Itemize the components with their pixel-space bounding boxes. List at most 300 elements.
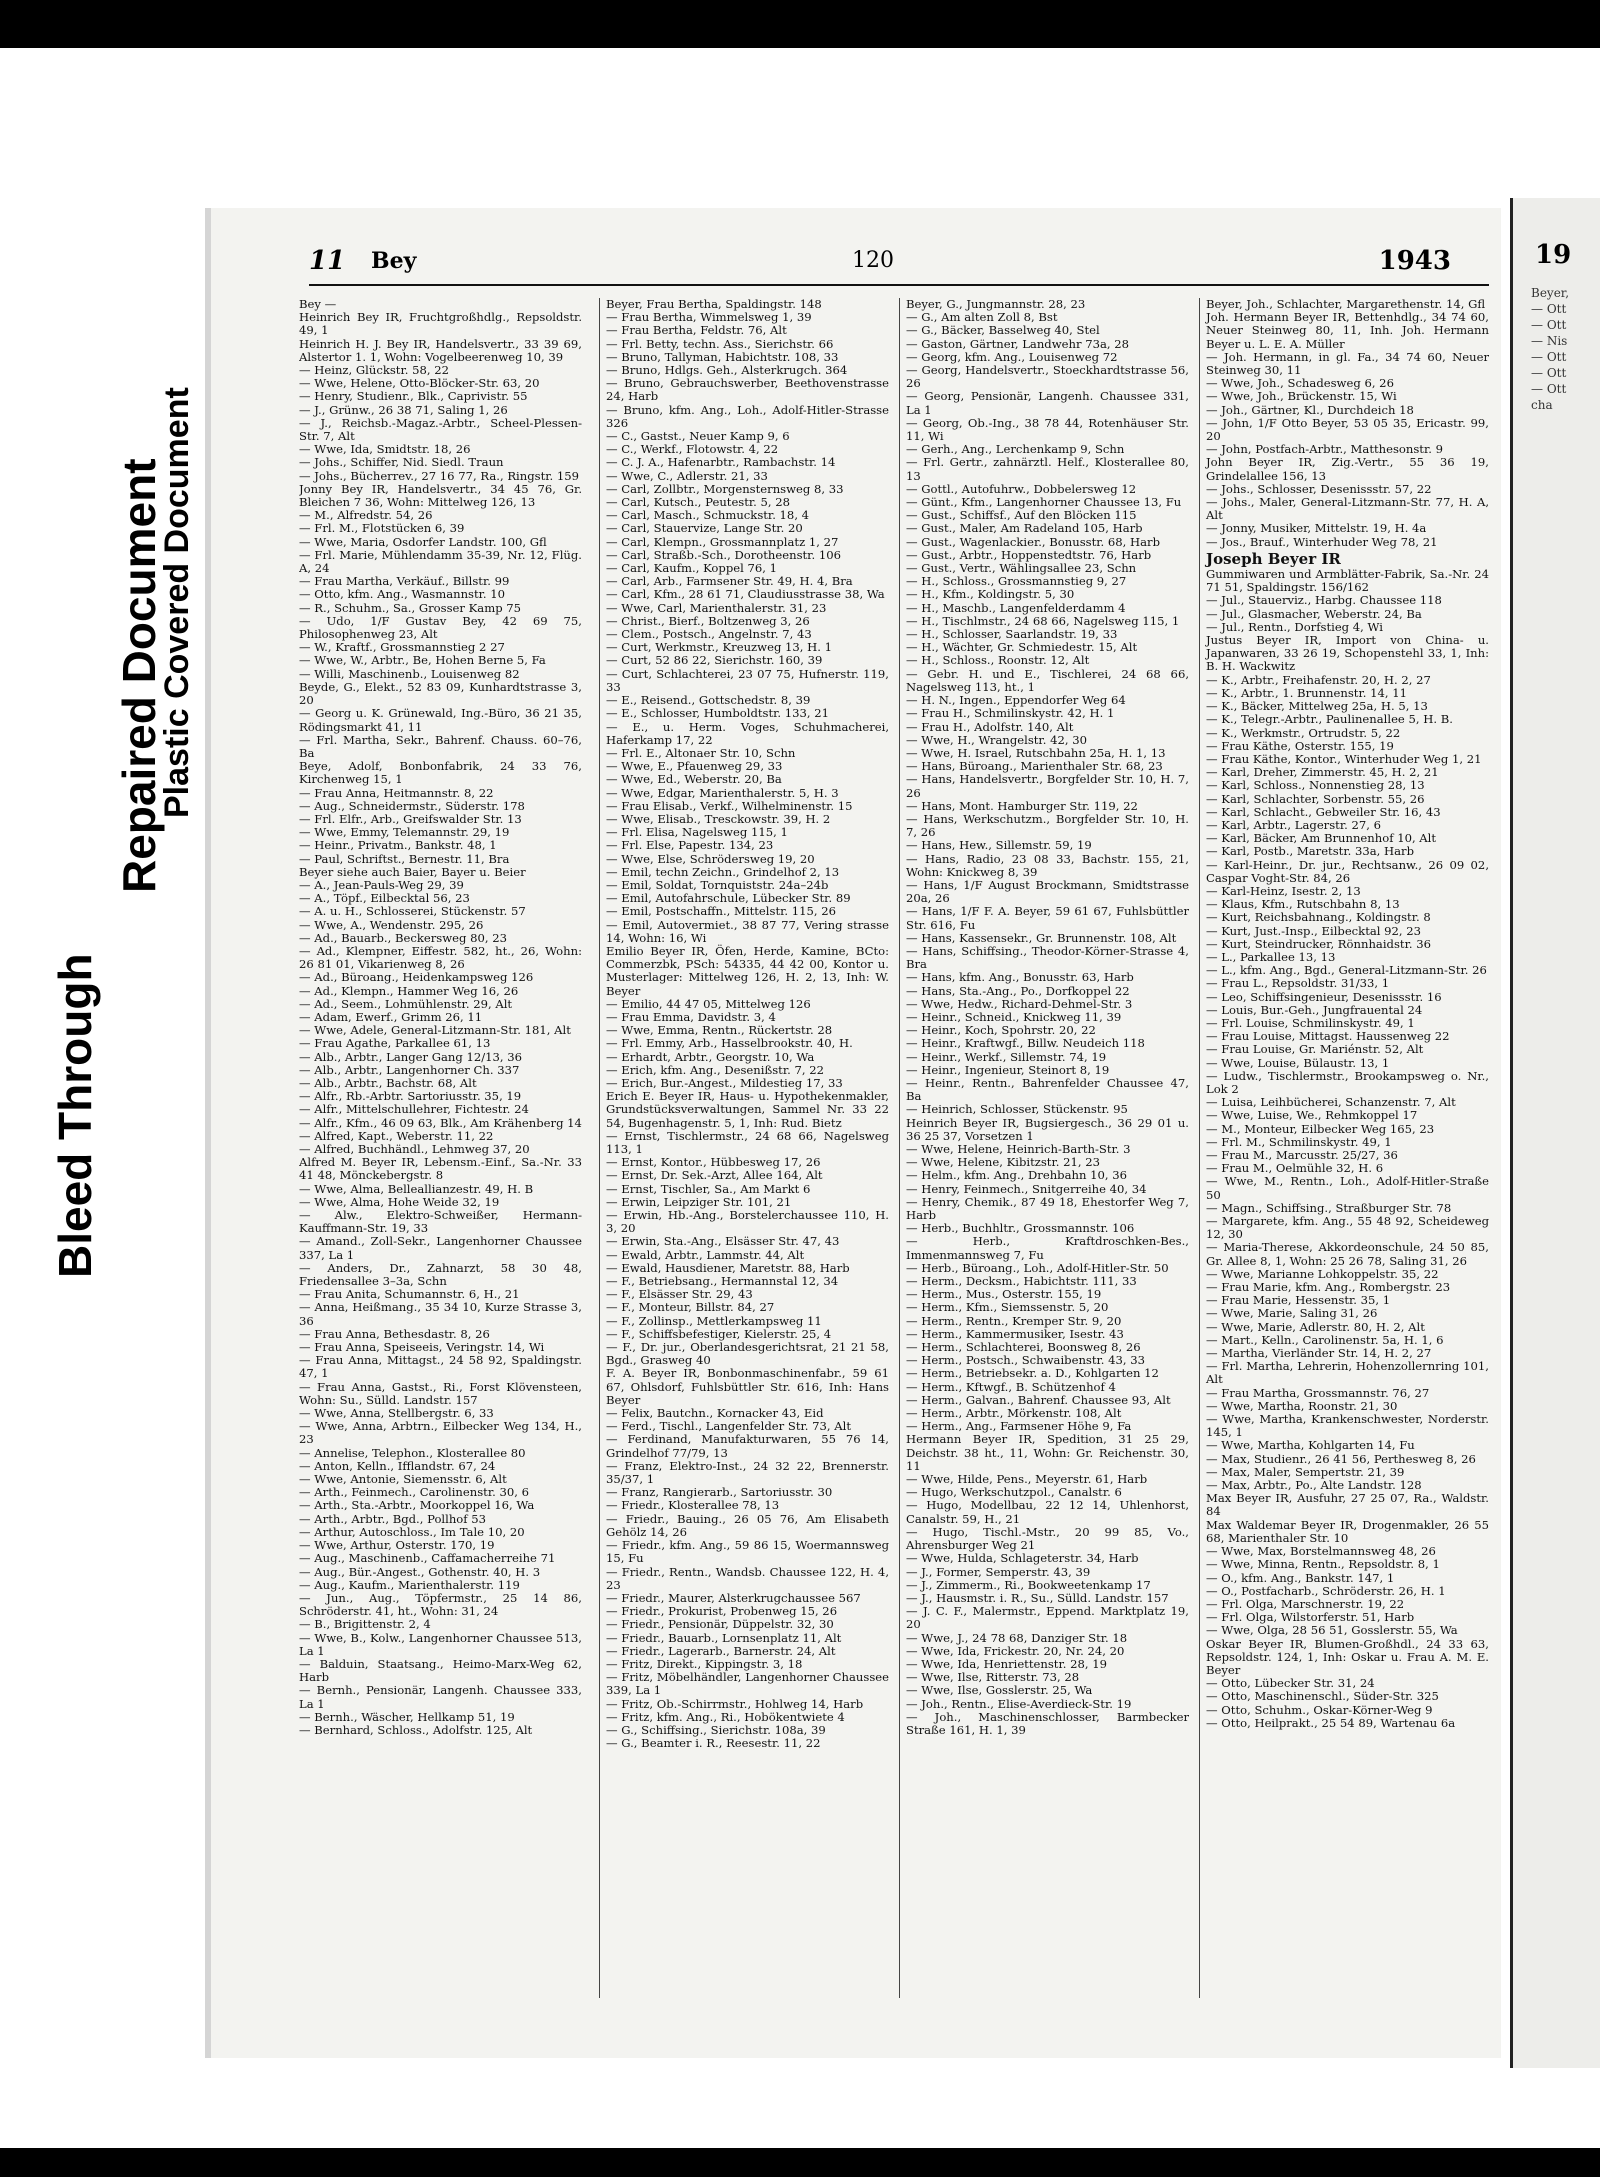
directory-entry: — Clem., Postsch., Angelnstr. 7, 43 [606, 627, 812, 642]
directory-entry: — Hans, 1/F F. A. Beyer, 59 61 67, Fuhlsbüttler Str. 616, Fu [906, 904, 1189, 932]
directory-entry: — Heinr., Ingenieur, Steinort 8, 19 [906, 1062, 1110, 1077]
directory-entry: — Gust., Maler, Am Radeland 105, Harb [906, 521, 1143, 536]
directory-entry: — Amand., Zoll-Sekr., Langenhorner Chaussee 337, La 1 [299, 1234, 582, 1262]
directory-entry: — E., Schlosser, Humboldtstr. 133, 21 [606, 706, 830, 721]
adjacent-line: — Ott [1531, 302, 1567, 316]
directory-entry: — Martha, Vierländer Str. 14, H. 2, 27 [1206, 1346, 1432, 1361]
directory-entry: — Ewald, Arbtr., Lammstr. 44, Alt [606, 1247, 805, 1262]
directory-entry: — Udo, 1/F Gustav Bey, 42 69 75, Philosophenweg 23, Alt [299, 613, 582, 642]
directory-entry: — Ernst, Kontor., Hübbesweg 17, 26 [606, 1155, 821, 1170]
directory-entry: — Frau L., Repsoldstr. 31/33, 1 [1206, 976, 1390, 991]
adjacent-page-edge [1510, 198, 1600, 2068]
directory-entry: — Karl, Postb., Maretstr. 33a, Harb [1206, 844, 1414, 859]
adjacent-line: cha [1531, 398, 1553, 412]
directory-entry: — Ferdinand, Manufakturwaren, 55 76 14, Grindelhof 77/79, 13 [606, 1432, 889, 1460]
directory-entry: — Frau Bertha, Wimmelsweg 1, 39 [606, 310, 812, 325]
label-plastic-covered: Plastic Covered Document [158, 387, 196, 818]
directory-entry: — Wwe, Arthur, Osterstr. 170, 19 [299, 1538, 495, 1553]
directory-entry: Gummiwaren und Armblätter-Fabrik, Sa.-Nr. 24 71 51, Spaldingstr. 156/162 [1206, 567, 1489, 595]
directory-entry: — Otto, Lübecker Str. 31, 24 [1206, 1676, 1375, 1691]
directory-entry: — Wwe, Ilse, Gosslerstr. 25, Wa [906, 1683, 1093, 1698]
directory-entry: — Curt, 52 86 22, Sierichstr. 160, 39 [606, 653, 823, 668]
directory-entry: — Wwe, J., 24 78 68, Danziger Str. 18 [906, 1630, 1128, 1645]
directory-entry: — Frau Marie, kfm. Ang., Rombergstr. 23 [1206, 1280, 1451, 1295]
directory-entry: — Herb., Buchhltr., Grossmannstr. 106 [906, 1221, 1135, 1236]
directory-entry: — F., Zollinsp., Mettlerkampsweg 11 [606, 1313, 822, 1328]
directory-entry: — Karl, Arbtr., Lagerstr. 27, 6 [1206, 817, 1381, 832]
directory-entry: — G., Bäcker, Basselweg 40, Stel [906, 323, 1100, 338]
directory-entry: — Karl, Schlachter, Sorbenstr. 55, 26 [1206, 791, 1425, 806]
directory-entry: — Herm., Postsch., Schwaibenstr. 43, 33 [906, 1353, 1146, 1368]
adjacent-line: — Nis [1531, 334, 1568, 348]
directory-entry: — Frl. Martha, Sekr., Bahrenf. Chauss. 60–76, Ba [299, 732, 582, 760]
directory-entry: — G., Am alten Zoll 8, Bst [906, 310, 1058, 325]
directory-entry: — Friedr., Prokurist, Probenweg 15, 26 [606, 1604, 838, 1619]
directory-entry: Oskar Beyer IR, Blumen-Großhdl., 24 33 63, Repsoldstr. 124, 1, Inh: Oskar u. Frau A. M. E. Beyer [1206, 1636, 1489, 1677]
directory-entry: — Frau Louise, Gr. Mariénstr. 52, Alt [1206, 1042, 1424, 1057]
directory-entry: — Henry, Studienr., Blk., Caprivistr. 55 [299, 389, 528, 404]
directory-entry: — Otto, Heilprakt., 25 54 89, Wartenau 6a [1206, 1715, 1456, 1730]
directory-entry: — Gust., Vertr., Wählingsallee 23, Schn [906, 561, 1137, 576]
directory-entry: — Helm., kfm. Ang., Drehbahn 10, 36 [906, 1168, 1128, 1183]
directory-entry: — Ad., Seem., Lohmühlenstr. 29, Alt [299, 996, 513, 1011]
directory-entry: — Joh., Gärtner, Kl., Durchdeich 18 [1206, 402, 1414, 417]
directory-entry: — Heinz, Glückstr. 58, 22 [299, 363, 449, 378]
directory-entry: — Carl, Zollbtr., Morgensternsweg 8, 33 [606, 481, 844, 496]
directory-entry: — Erich, Bur.-Angest., Mildestieg 17, 33 [606, 1075, 843, 1090]
directory-entry: — Hans, Werkschutzm., Borgfelder Str. 10, H. 7, 26 [906, 811, 1189, 840]
directory-entry: John Beyer IR, Zig.-Vertr., 55 36 19, Grindelallee 156, 13 [1206, 455, 1489, 483]
directory-entry: — Maria-Therese, Akkordeonschule, 24 50 85, Gr. Allee 8, 1, Wohn: 25 26 78, Saling 31, 26 [1206, 1240, 1489, 1268]
directory-entry: — Christ., Bierf., Boltzenweg 3, 26 [606, 613, 810, 628]
directory-entry: — Carl, Arb., Farmsener Str. 49, H. 4, Bra [606, 574, 853, 589]
directory-entry: — Hans, Hew., Sillemstr. 59, 19 [906, 838, 1092, 853]
directory-entry: — Wwe, Max, Borstelmannsweg 48, 26 [1206, 1544, 1436, 1559]
directory-entry: Hermann Beyer IR, Spedition, 31 25 29, Deichstr. 38 ht., 11, Wohn: Gr. Reichenstr. 30, 11 [906, 1432, 1189, 1473]
directory-entry: — Georg u. K. Grünewald, Ing.-Büro, 36 21 35, Rödingsmarkt 41, 11 [299, 706, 582, 734]
directory-entry: — Herm., Ang., Farmsener Höhe 9, Fa [906, 1419, 1132, 1434]
directory-entry: — F., Dr. jur., Oberlandesgerichtsrat, 21 21 58, Bgd., Grasweg 40 [606, 1340, 889, 1368]
directory-entry: — Carl, Straßb.-Sch., Dorotheenstr. 106 [606, 547, 841, 562]
directory-entry: — Frau Anita, Schumannstr. 6, H., 21 [299, 1287, 520, 1302]
directory-entry: Beyer, Frau Bertha, Spaldingstr. 148 [606, 298, 822, 311]
directory-entry: — Frau Bertha, Feldstr. 76, Alt [606, 323, 787, 338]
directory-entry: Bey — [299, 298, 337, 311]
directory-entry: — G., Schiffsing., Sierichstr. 108a, 39 [606, 1722, 826, 1737]
adjacent-line: — Ott [1531, 350, 1567, 364]
directory-entry: — Frau Anna, Heitmannstr. 8, 22 [299, 785, 494, 800]
directory-entry: — Hans, Büroang., Marienthaler Str. 68, 23 [906, 759, 1163, 774]
directory-entry: — Curt, Schlachterei, 23 07 75, Hufnerstr. 119, 33 [606, 666, 889, 694]
directory-entry: — Arth., Sta.-Arbtr., Moorkoppel 16, Wa [299, 1498, 535, 1513]
directory-entry: — Henry, Chemik., 87 49 18, Ehestorfer Weg 7, Harb [906, 1194, 1189, 1223]
directory-entry: — Wwe, Marie, Saling 31, 26 [1206, 1306, 1378, 1321]
adjacent-page-number: 19 [1535, 240, 1572, 270]
directory-entry: — Herb., Büroang., Loh., Adolf-Hitler-Str. 50 [906, 1260, 1169, 1275]
directory-entry: — Frl. Olga, Marschnerstr. 19, 22 [1206, 1596, 1405, 1611]
directory-entry: — Erwin, Sta.-Ang., Elsässer Str. 47, 43 [606, 1234, 840, 1249]
directory-entry: — Joh. Hermann, in gl. Fa., 34 74 60, Neuer Steinweg 30, 11 [1206, 349, 1489, 378]
directory-entry: — Friedr., Bauarb., Lornsenplatz 11, Alt [606, 1630, 842, 1645]
directory-entry: — O., Postfacharb., Schröderstr. 26, H. 1 [1206, 1583, 1446, 1598]
directory-entry: — Alfred, Kapt., Weberstr. 11, 22 [299, 1128, 494, 1143]
directory-entry: — H., Kfm., Koldingstr. 5, 30 [906, 587, 1075, 602]
directory-entry: — Wwe, Elisab., Tresckowstr. 39, H. 2 [606, 811, 831, 826]
directory-entry: — Arth., Feinmech., Carolinenstr. 30, 6 [299, 1485, 529, 1500]
directory-entry: — Herm., Kfm., Siemssenstr. 5, 20 [906, 1300, 1109, 1315]
directory-entry: Beyer, Joh., Schlachter, Margarethenstr. 14, Gfl [1206, 298, 1486, 311]
directory-entry: — Hans, Radio, 23 08 33, Bachstr. 155, 21, Wohn: Knickweg 8, 39 [906, 851, 1189, 879]
directory-entry: — Wwe, Edgar, Marienthalerstr. 5, H. 3 [606, 785, 839, 800]
directory-entry: — Frl. E., Altonaer Str. 10, Schn [606, 745, 796, 760]
directory-entry: — Otto, Maschinenschl., Süder-Str. 325 [1206, 1689, 1439, 1704]
label-repaired-document: Repaired Document [113, 458, 165, 893]
directory-entry: — Jul., Stauerviz., Harbg. Chaussee 118 [1206, 593, 1442, 608]
directory-entry: Heinrich Bey IR, Fruchtgroßhdlg., Repsoldstr. 49, 1 [299, 310, 582, 338]
directory-entry: — Anders, Dr., Zahnarzt, 58 30 48, Friedensallee 3–3a, Schn [299, 1260, 582, 1289]
directory-entry: — Alfr., Rb.-Arbtr. Sartoriusstr. 35, 19 [299, 1089, 522, 1104]
directory-entry: — Fritz, Möbelhändler, Langenhorner Chaussee 339, La 1 [606, 1670, 889, 1698]
directory-entry: — Carl, Kfm., 28 61 71, Claudiusstrasse 38, Wa [606, 587, 885, 602]
directory-entry: Erich E. Beyer IR, Haus- u. Hypothekenmakler, Grundstücksverwaltungen, Sammel Nr. 33 22 54, Bugenhagenstr. 5, 1, Inh: Rud. Bietz [606, 1089, 889, 1130]
directory-entry: — Jul., Glasmacher, Weberstr. 24, Ba [1206, 606, 1422, 621]
directory-entry: — K., Arbtr., 1. Brunnenstr. 14, 11 [1206, 685, 1407, 700]
directory-entry: — Wwe, Martha, Kohlgarten 14, Fu [1206, 1438, 1415, 1453]
directory-entry: — Otto, Schuhm., Oskar-Körner-Weg 9 [1206, 1702, 1433, 1717]
directory-entry: — Aug., Maschinenb., Caffamacherreihe 71 [299, 1551, 556, 1566]
directory-entry: — Bruno, Hdlgs. Geh., Alsterkrugch. 364 [606, 363, 848, 378]
directory-entry: — Wwe, Alma, Belleallianzestr. 49, H. B [299, 1181, 534, 1196]
directory-entry: — Wwe, Minna, Rentn., Repsoldstr. 8, 1 [1206, 1557, 1440, 1572]
directory-entry: — Hans, Kassensekr., Gr. Brunnenstr. 108, Alt [906, 930, 1177, 945]
header-year: 1943 [1378, 246, 1451, 276]
directory-entry: — Frau Anna, Mittagst., 24 58 92, Spaldingstr. 47, 1 [299, 1353, 582, 1381]
page-header [309, 244, 1489, 286]
directory-entry: — Leo, Schiffsingenieur, Desenissstr. 16 [1206, 989, 1442, 1004]
directory-entry: — Carl, Kaufm., Koppel 76, 1 [606, 561, 777, 576]
directory-entry: — Wwe, Martha, Roonstr. 21, 30 [1206, 1398, 1398, 1413]
directory-entry: — C., Werkf., Flotowstr. 4, 22 [606, 442, 779, 457]
directory-entry: — Friedr., kfm. Ang., 59 86 15, Woermannsweg 15, Fu [606, 1538, 889, 1566]
directory-entry: — Heinrich, Schlosser, Stückenstr. 95 [906, 1102, 1128, 1117]
directory-entry: — Wwe, Carl, Marienthalerstr. 31, 23 [606, 600, 827, 615]
directory-entry: Jonny Bey IR, Handelsvertr., 34 45 76, Gr. Bleichen 7 36, Wohn: Mittelweg 126, 13 [299, 481, 582, 510]
directory-entry: — Erwin, Leipziger Str. 101, 21 [606, 1194, 792, 1209]
document-condition-labels [48, 348, 198, 1298]
directory-entry: — Erich, kfm. Ang., Desenißstr. 7, 22 [606, 1062, 824, 1077]
directory-entry: — Wwe, Antonie, Siemensstr. 6, Alt [299, 1472, 507, 1487]
directory-entry: — Frl. Martha, Lehrerin, Hohenzollernring 101, Alt [1206, 1359, 1489, 1387]
directory-entry: — Alfred, Buchhändl., Lehmweg 37, 20 [299, 1142, 530, 1156]
directory-entry: — R., Schuhm., Sa., Grosser Kamp 75 [299, 600, 522, 615]
directory-entry: — Gebr. H. und E., Tischlerei, 24 68 66, Nagelsweg 113, ht., 1 [906, 666, 1189, 694]
directory-entry: — Ewald, Hausdiener, Maretstr. 88, Harb [606, 1260, 850, 1275]
directory-entry: — Gust., Arbtr., Hoppenstedtstr. 76, Harb [906, 547, 1152, 562]
page-number: 120 [852, 248, 894, 273]
directory-entry: — Frau Anna, Speiseeis, Veringstr. 14, Wi [299, 1340, 545, 1355]
directory-entry: — Wwe, Adele, General-Litzmann-Str. 181, Alt [299, 1023, 571, 1038]
directory-entry: — Heinr., Werkf., Sillemstr. 74, 19 [906, 1049, 1107, 1064]
directory-entry: — Wwe, Ida, Smidtstr. 18, 26 [299, 442, 471, 457]
directory-entry: — Hugo, Modellbau, 22 12 14, Uhlenhorst, Canalstr. 59, H., 21 [906, 1498, 1189, 1526]
directory-entry: — C. J. A., Hafenarbtr., Rambachstr. 14 [606, 455, 836, 470]
directory-entry: — Alfr., Mittelschullehrer, Fichtestr. 24 [299, 1102, 529, 1117]
directory-entry: — Emil, Autovermiet., 38 87 77, Vering strasse 14, Wohn: 16, Wi [606, 917, 889, 945]
directory-entry: — Wwe, Anna, Arbtrn., Eilbecker Weg 134, H., 23 [299, 1419, 582, 1447]
directory-entry: — Frau Elisab., Verkf., Wilhelminenstr. 15 [606, 798, 853, 813]
directory-entry: — Herm., Mus., Osterstr. 155, 19 [906, 1287, 1102, 1302]
directory-entry: — J., Hausmstr. i. R., Su., Sülld. Landstr. 157 [906, 1590, 1169, 1605]
directory-entry: — Annelise, Telephon., Klosterallee 80 [299, 1445, 526, 1460]
directory-entry: — Kurt, Just.-Insp., Eilbecktal 92, 23 [1206, 923, 1422, 938]
directory-entry: — Ernst, Dr. Sek.-Arzt, Allee 164, Alt [606, 1168, 823, 1183]
directory-entry: — E., Reisend., Gottschedstr. 8, 39 [606, 693, 811, 708]
directory-entry: Justus Beyer IR, Import von China- u. Japanwaren, 33 26 19, Schopenstehl 33, 1, Inh: B. H. Wackwitz [1206, 633, 1489, 674]
directory-entry: — Frau Anna, Bethesdastr. 8, 26 [299, 1326, 490, 1341]
directory-entry: Beyer, G., Jungmannstr. 28, 23 [906, 298, 1086, 311]
directory-entry: — Wwe, Hedw., Richard-Dehmel-Str. 3 [906, 996, 1133, 1011]
directory-page [205, 208, 1501, 2058]
directory-entry: F. A. Beyer IR, Bonbonmaschinenfabr., 59 61 67, Ohlsdorf, Fuhlsbüttler Str. 616, Inh: Hans Beyer [606, 1366, 889, 1407]
directory-entry: — K., Werkmstr., Ortrudstr. 5, 22 [1206, 725, 1401, 740]
directory-entry: — M., Monteur, Eilbecker Weg 165, 23 [1206, 1121, 1435, 1136]
directory-entry: — Carl, Kutsch., Peutestr. 5, 28 [606, 495, 791, 510]
directory-entry: — O., kfm. Ang., Bankstr. 147, 1 [1206, 1570, 1395, 1585]
directory-entry: — Bruno, Gebrauchswerber, Beethovenstrasse 24, Harb [606, 376, 889, 404]
volume-number: 11 [309, 246, 346, 276]
directory-entry: — Frau Louise, Mittagst. Haussenweg 22 [1206, 1029, 1450, 1044]
directory-entry: — F., Elsässer Str. 29, 43 [606, 1287, 753, 1302]
adjacent-line: — Ott [1531, 318, 1567, 332]
directory-entry: — Erwin, Hb.-Ang., Borstelerchaussee 110, H. 3, 20 [606, 1208, 889, 1236]
directory-entry: — Alb., Arbtr., Langenhorner Ch. 337 [299, 1062, 520, 1077]
directory-entry: — H., Schlosser, Saarlandstr. 19, 33 [906, 627, 1118, 642]
directory-entry: — Frau M., Marcusstr. 25/27, 36 [1206, 1148, 1398, 1162]
directory-entry: — Karl, Schloss., Nonnenstieg 28, 13 [1206, 778, 1425, 793]
directory-entry: — Ad., Klempner, Eiffestr. 582, ht., 26, Wohn: 26 81 01, Vikarienweg 8, 26 [299, 943, 582, 972]
directory-entry: — Alb., Arbtr., Langer Gang 12/13, 36 [299, 1049, 523, 1064]
directory-entry: — Wwe, A., Wendenstr. 295, 26 [299, 917, 484, 932]
directory-entry: — Adam, Ewerf., Grimm 26, 11 [299, 1009, 483, 1024]
directory-entry: — Frau Käthe, Osterstr. 155, 19 [1206, 738, 1394, 753]
header-name: Bey [371, 248, 417, 274]
directory-entry: — Herm., Kammermusiker, Isestr. 43 [906, 1326, 1124, 1341]
directory-entry: — Frl. Else, Papestr. 134, 23 [606, 838, 774, 853]
directory-entry: — J. C. F., Malermstr., Eppend. Marktplatz 19, 20 [906, 1604, 1189, 1632]
directory-entry: — Jos., Brauf., Winterhuder Weg 78, 21 [1206, 534, 1438, 549]
directory-entry: — Ernst, Tischlermstr., 24 68 66, Nagelsweg 113, 1 [606, 1128, 889, 1156]
directory-entry: — Heinr., Kraftwgf., Billw. Neudeich 118 [906, 1036, 1145, 1051]
directory-entry: — Heinr., Privatm., Bankstr. 48, 1 [299, 838, 497, 853]
directory-entry: — Emilio, 44 47 05, Mittelweg 126 [606, 996, 811, 1011]
directory-entry: — Otto, kfm. Ang., Wasmannstr. 10 [299, 587, 506, 602]
directory-entry: — Willi, Maschinenb., Louisenweg 82 [299, 666, 520, 681]
directory-entry: — K., Arbtr., Freihafenstr. 20, H. 2, 27 [1206, 672, 1431, 687]
directory-entry: — Hans, Schiffsing., Theodor-Körner-Strasse 4, Bra [906, 943, 1189, 972]
directory-entry: — Gerh., Ang., Lerchenkamp 9, Schn [906, 442, 1125, 457]
directory-entry: — Bruno, Tallyman, Habichtstr. 108, 33 [606, 349, 839, 364]
directory-entry: — Wwe, Anna, Stellbergstr. 6, 33 [299, 1406, 494, 1421]
directory-entry: — Arth., Arbtr., Bgd., Pollhof 53 [299, 1511, 487, 1526]
directory-entry: — Wwe, B., Kolw., Langenhorner Chaussee 513, La 1 [299, 1630, 582, 1658]
directory-entry: — Friedr., Rentn., Wandsb. Chaussee 122, H. 4, 23 [606, 1564, 889, 1592]
directory-entry: — E., u. Herm. Voges, Schuhmacherei, Haferkamp 17, 22 [606, 719, 889, 747]
directory-entry: — Curt, Werkmstr., Kreuzweg 13, H. 1 [606, 640, 833, 655]
directory-entry: — Wwe, Joh., Schadesweg 6, 26 [1206, 376, 1394, 391]
directory-entry: — Frl. Emmy, Arb., Hasselbrookstr. 40, H. [606, 1036, 853, 1051]
directory-entry: — H., Wächter, Gr. Schmiedestr. 15, Alt [906, 640, 1138, 655]
directory-entry: — G., Beamter i. R., Reesestr. 11, 22 [606, 1736, 821, 1751]
directory-entry: — Emil, Soldat, Tornquiststr. 24a–24b [606, 877, 829, 892]
directory-entry: Max Beyer IR, Ausfuhr, 27 25 07, Ra., Waldstr. 84 [1206, 1491, 1489, 1519]
directory-entry: — Bernh., Wäscher, Hellkamp 51, 19 [299, 1709, 515, 1724]
directory-entry: — Ad., Büroang., Heidenkampsweg 126 [299, 970, 534, 985]
directory-entry: — Bernh., Pensionär, Langenh. Chaussee 333, La 1 [299, 1683, 582, 1711]
directory-entry: Beye, Adolf, Bonbonfabrik, 24 33 76, Kirchenweg 15, 1 [299, 759, 582, 787]
directory-entry: — Klaus, Kfm., Rutschbahn 8, 13 [1206, 897, 1400, 912]
directory-entry: — Hugo, Tischl.-Mstr., 20 99 85, Vo., Ahrensburger Weg 21 [906, 1524, 1189, 1553]
directory-entry: — Günt., Kfm., Langenhorner Chaussee 13, Fu [906, 495, 1182, 510]
directory-entry: — Wwe, Helene, Kibitzstr. 21, 23 [906, 1155, 1100, 1170]
directory-entry: — W., Kraftf., Grossmannstieg 2 27 [299, 640, 505, 655]
directory-entry: — Frl. Betty, techn. Ass., Sierichstr. 66 [606, 336, 834, 351]
directory-entry: — Wwe, Hilde, Pens., Meyerstr. 61, Harb [906, 1472, 1148, 1487]
directory-entry: Joseph Beyer IR [1206, 549, 1341, 568]
directory-entry: — Wwe, Luise, We., Rehmkoppel 17 [1206, 1108, 1418, 1123]
directory-entry: — Ad., Bauarb., Beckersweg 80, 23 [299, 930, 507, 945]
directory-entry: — Frl. Elfr., Arb., Greifswalder Str. 13 [299, 811, 522, 826]
directory-entry: — Erhardt, Arbtr., Georgstr. 10, Wa [606, 1049, 815, 1064]
directory-entry: — Bruno, kfm. Ang., Loh., Adolf-Hitler-Strasse 326 [606, 402, 889, 430]
entry-columns [299, 298, 1499, 1998]
directory-entry: — Frl. Marie, Mühlendamm 35-39, Nr. 12, Flüg. A, 24 [299, 547, 582, 576]
directory-entry: — Herm., Decksm., Habichtstr. 111, 33 [906, 1274, 1137, 1289]
directory-entry: — Wwe, Maria, Osdorfer Landstr. 100, Gfl [299, 534, 547, 549]
directory-entry: — Frau M., Oelmühle 32, H. 6 [1206, 1161, 1384, 1176]
directory-entry: — Bernhard, Schloss., Adolfstr. 125, Alt [299, 1722, 533, 1737]
directory-entry: — Wwe, Ilse, Ritterstr. 73, 28 [906, 1670, 1080, 1685]
directory-entry: — Karl-Heinr., Dr. jur., Rechtsanw., 26 09 02, Caspar Voght-Str. 84, 26 [1206, 857, 1489, 885]
adjacent-line: — Ott [1531, 366, 1567, 380]
directory-entry: — F., Monteur, Billstr. 84, 27 [606, 1300, 775, 1315]
directory-entry: — Felix, Bautchn., Kornacker 43, Eid [606, 1406, 824, 1421]
directory-entry: Heinrich H. J. Bey IR, Handelsvertr., 33 39 69, Alstertor 1. 1, Wohn: Vogelbeerenweg 10, 39 [299, 336, 582, 364]
directory-entry: — Margarete, kfm. Ang., 55 48 92, Scheideweg 12, 30 [1206, 1214, 1489, 1242]
directory-entry: — Karl, Dreher, Zimmerstr. 45, H. 2, 21 [1206, 765, 1439, 780]
directory-entry: — Wwe, Louise, Bülaustr. 13, 1 [1206, 1055, 1390, 1070]
directory-entry: — Aug., Bür.-Angest., Gothenstr. 40, H. 3 [299, 1564, 541, 1579]
directory-entry: — C., Gastst., Neuer Kamp 9, 6 [606, 429, 790, 444]
directory-entry: — J., Grünw., 26 38 71, Saling 1, 26 [299, 402, 508, 417]
directory-entry: — Emil, Autofahrschule, Lübecker Str. 89 [606, 891, 851, 906]
directory-entry: — Wwe, Ida, Frickestr. 20, Nr. 24, 20 [906, 1643, 1125, 1658]
directory-entry: — Karl-Heinz, Isestr. 2, 13 [1206, 883, 1361, 898]
directory-entry: — Frl. Louise, Schmilinskystr. 49, 1 [1206, 1015, 1415, 1030]
column-4 [1199, 298, 1489, 1998]
directory-entry: — F., Betriebsang., Hermannstal 12, 34 [606, 1274, 839, 1289]
directory-entry: — Herm., Schlachterei, Boonsweg 8, 26 [906, 1340, 1141, 1355]
directory-entry: — Karl, Schlacht., Gebweiler Str. 16, 43 [1206, 804, 1441, 819]
directory-entry: — Karl, Bäcker, Am Brunnenhof 10, Alt [1206, 831, 1437, 846]
directory-entry: — A. u. H., Schlosserei, Stückenstr. 57 [299, 904, 526, 919]
directory-entry: — K., Telegr.-Arbtr., Paulinenallee 5, H. B. [1206, 712, 1453, 727]
directory-entry: — Herm., Arbtr., Mörkenstr. 108, Alt [906, 1406, 1122, 1421]
directory-entry: — John, Postfach-Arbtr., Matthesonstr. 9 [1206, 442, 1443, 457]
directory-entry: — Heinr., Koch, Spohrstr. 20, 22 [906, 1023, 1096, 1038]
directory-entry: — Aug., Kaufm., Marienthalerstr. 119 [299, 1577, 520, 1592]
directory-entry: — Johs., Schiffer, Nid. Siedl. Traun [299, 455, 504, 470]
directory-entry: — Hans, Handelsvertr., Borgfelder Str. 10, H. 7, 26 [906, 772, 1189, 800]
directory-entry: — K., Bäcker, Mittelweg 25a, H. 5, 13 [1206, 699, 1428, 714]
directory-entry: Alfred M. Beyer IR, Lebensm.-Einf., Sa.-Nr. 33 41 48, Mönckebergstr. 8 [299, 1155, 582, 1183]
directory-entry: Joh. Hermann Beyer IR, Bettenhdlg., 34 74 60, Neuer Steinweg 80, 11, Inh. Joh. Hermann Beyer u. L. E. A. Müller [1206, 310, 1489, 351]
directory-entry: — Louis, Bur.-Geh., Jungfrauental 24 [1206, 1002, 1423, 1017]
directory-entry: — Friedr., Klosterallee 78, 13 [606, 1498, 780, 1513]
directory-entry: — Carl, Klempn., Grossmannplatz 1, 27 [606, 534, 839, 549]
directory-entry: — Frau Agathe, Parkallee 61, 13 [299, 1036, 491, 1051]
directory-entry: — Wwe, Hulda, Schlageterstr. 34, Harb [906, 1551, 1139, 1566]
directory-entry: — J., Reichsb.-Magaz.-Arbtr., Scheel-Plessen-Str. 7, Alt [299, 415, 582, 444]
directory-entry: — Wwe, Emmy, Telemannstr. 29, 19 [299, 825, 510, 840]
directory-entry: — Kurt, Steindrucker, Rönnhaidstr. 36 [1206, 936, 1431, 951]
directory-entry: — A., Töpf., Eilbecktal 56, 23 [299, 891, 470, 906]
directory-entry: — Heinr., Schneid., Knickweg 11, 39 [906, 1009, 1122, 1024]
directory-entry: — Ad., Klempn., Hammer Weg 16, 26 [299, 983, 519, 998]
directory-entry: — Frau Marie, Hessenstr. 35, 1 [1206, 1293, 1391, 1308]
directory-entry: — Magn., Schiffsing., Straßburger Str. 78 [1206, 1200, 1452, 1215]
directory-entry: — Georg, kfm. Ang., Louisenweg 72 [906, 349, 1118, 364]
directory-entry: — B., Brigittenstr. 2, 4 [299, 1617, 431, 1632]
directory-entry: — Heinr., Rentn., Bahrenfelder Chaussee 47, Ba [906, 1075, 1189, 1104]
directory-entry: — Frl. M., Flotstücken 6, 39 [299, 521, 465, 536]
directory-entry: — Wwe, Helene, Heinrich-Barth-Str. 3 [906, 1142, 1131, 1156]
directory-entry: — J., Former, Semperstr. 43, 39 [906, 1564, 1091, 1579]
directory-entry: — Johs., Bücherrev., 27 16 77, Ra., Ringstr. 159 [299, 468, 580, 483]
directory-entry: — Jul., Rentn., Dorfstieg 4, Wi [1206, 619, 1383, 634]
directory-entry: — Johs., Maler, General-Litzmann-Str. 77, H. A, Alt [1206, 495, 1489, 523]
directory-entry: — H., Schloss., Roonstr. 12, Alt [906, 653, 1090, 668]
directory-entry: — H., Schloss., Grossmannstieg 9, 27 [906, 574, 1127, 589]
directory-entry: — Arthur, Autoschloss., Im Tale 10, 20 [299, 1524, 525, 1539]
directory-entry: — Friedr., Maurer, Alsterkrugchaussee 567 [606, 1590, 861, 1605]
directory-entry: — Wwe, Ida, Henriettenstr. 28, 19 [906, 1656, 1107, 1671]
directory-entry: — Carl, Stauervize, Lange Str. 20 [606, 521, 803, 536]
directory-entry: — Paul, Schriftst., Bernestr. 11, Bra [299, 851, 510, 866]
directory-entry: — Wwe, Alma, Hohe Weide 32, 19 [299, 1194, 500, 1209]
directory-entry: — Alb., Arbtr., Bachstr. 68, Alt [299, 1075, 477, 1090]
directory-entry: — Alw., Elektro-Schweißer, Hermann-Kauffmann-Str. 19, 33 [299, 1208, 582, 1236]
directory-entry: — Joh., Maschinenschlosser, Barmbecker Straße 161, H. 1, 39 [906, 1709, 1189, 1737]
directory-entry: — A., Jean-Pauls-Weg 29, 39 [299, 877, 464, 892]
directory-entry: Beyer siehe auch Baier, Bayer u. Beier [299, 864, 526, 879]
directory-entry: — Wwe, Marie, Adlerstr. 80, H. 2, Alt [1206, 1319, 1425, 1334]
directory-entry: — Hans, Sta.-Ang., Po., Dorfkoppel 22 [906, 983, 1130, 998]
directory-entry: — Herb., Kraftdroschken-Bes., Immenmannsweg 7, Fu [906, 1234, 1189, 1262]
directory-entry: — Henry, Feinmech., Snitgerreihe 40, 34 [906, 1181, 1147, 1196]
adjacent-line: — Ott [1531, 382, 1567, 396]
directory-entry: — Aug., Schneidermstr., Süderstr. 178 [299, 798, 525, 813]
directory-entry: — H., Maschb., Langenfelderdamm 4 [906, 600, 1126, 615]
directory-entry: — Emil, techn Zeichn., Grindelhof 2, 13 [606, 864, 840, 879]
directory-entry: — Johs., Schlosser, Desenissstr. 57, 22 [1206, 481, 1432, 496]
directory-entry: — Anton, Kelln., Ifflandstr. 67, 24 [299, 1458, 496, 1473]
directory-entry: — Friedr., Bauing., 26 05 76, Am Elisabeth Gehölz 14, 26 [606, 1511, 889, 1539]
directory-entry: — Hans, 1/F August Brockmann, Smidtstrasse 20a, 26 [906, 877, 1189, 906]
adjacent-line: Beyer, [1531, 286, 1570, 300]
directory-entry: — Wwe, Else, Schrödersweg 19, 20 [606, 851, 815, 866]
directory-entry: — Wwe, Ed., Weberstr. 20, Ba [606, 772, 782, 787]
directory-entry: — Wwe, Emma, Rentn., Rückertstr. 28 [606, 1023, 833, 1038]
